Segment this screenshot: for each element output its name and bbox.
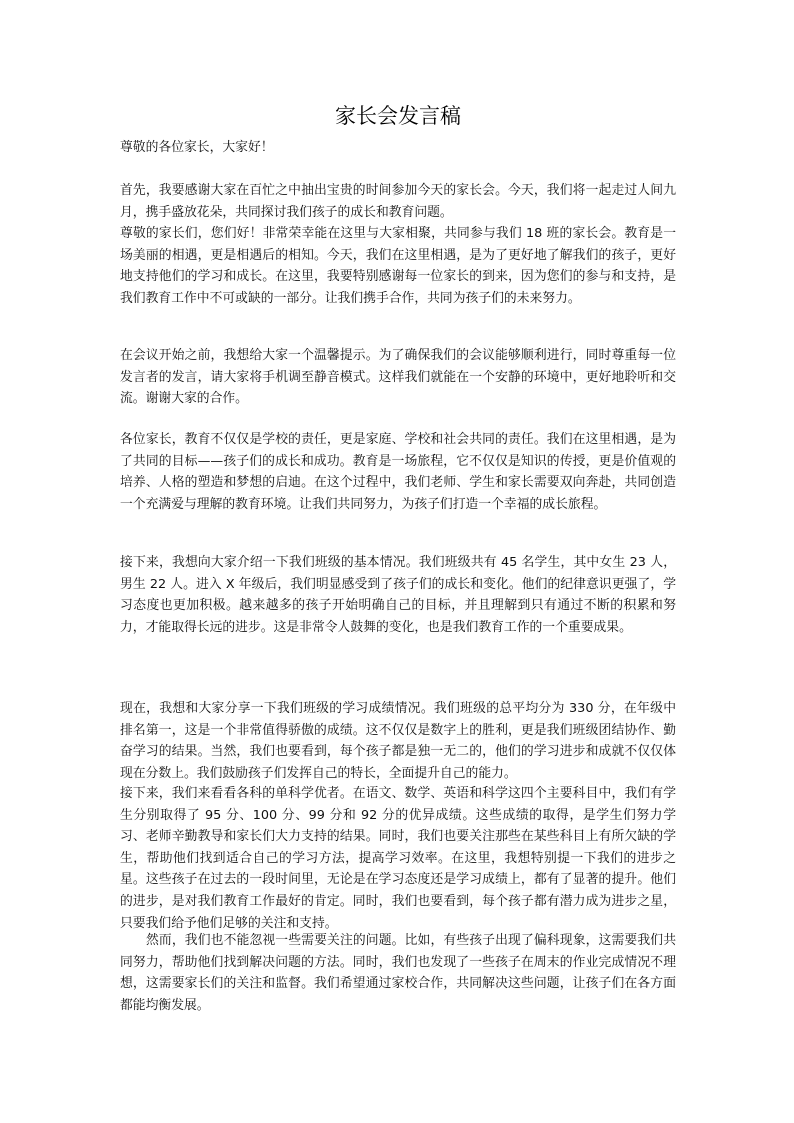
paragraph-welcome-class-18: 尊敬的家长们，您们好！非常荣幸能在这里与大家相聚，共同参与我们 18 班的家长会。教育是一场美丽的相遇，更是相遇后的相知。今天，我们在这里相遇，是为了更好地了解我们的孩子，更好地支持他们的学习和成长。在这里，我要特别感谢每一位家长的到来，因为您们的参与和支持，是我们教育工作中不可或缺的一部分。让我们携手合作，共同为孩子们的未来努力。 <box>120 226 676 306</box>
paragraph-shared-responsibility: 各位家长，教育不仅仅是学校的责任，更是家庭、学校和社会共同的责任。我们在这里相遇，是为了共同的目标——孩子们的成长和成功。教育是一场旅程，它不仅仅是知识的传授，更是价值观的培养、人格的塑造和梦想的启迪。在这个过程中，我们老师、学生和家长需要双向奔赴，共同创造一个充满爱与理解的教育环境。让我们共同努力，为孩子们打造一个幸福的成长旅程。 <box>120 432 676 512</box>
paragraph-class-overview: 接下来，我想向大家介绍一下我们班级的基本情况。我们班级共有 45 名学生，其中女生 23 人，男生 22 人。进入 X 年级后，我们明显感受到了孩子们的成长和变化。他们的纪律意识更强了，学习态度也更加积极。越来越多的孩子开始明确自己的目标，并且理解到只有通过不断的积累和努力，才能取得长远的进步。这是非常令人鼓舞的变化，也是我们教育工作的一个重要成果。 <box>120 555 676 635</box>
paragraph-meeting-reminder: 在会议开始之前，我想给大家一个温馨提示。为了确保我们的会议能够顺利进行，同时尊重每一位发言者的发言，请大家将手机调至静音模式。这样我们就能在一个安静的环境中，更好地聆听和交流。谢谢大家的合作。 <box>120 348 676 407</box>
document-title: 家长会发言稿 <box>335 104 461 128</box>
paragraph-issues-to-address: 然而，我们也不能忽视一些需要关注的问题。比如，有些孩子出现了偏科现象，这需要我们共同努力，帮助他们找到解决问题的方法。同时，我们也发现了一些孩子在周末的作业完成情况不理想，这需要家长们的关注和监督。我们希望通过家校合作，共同解决这些问题，让孩子们在各方面都能均衡发展。 <box>120 933 676 1013</box>
greeting-line: 尊敬的各位家长，大家好！ <box>120 140 274 155</box>
paragraph-opening-thanks: 首先，我要感谢大家在百忙之中抽出宝贵的时间参加今天的家长会。今天，我们将一起走过人间九月，携手盛放花朵，共同探讨我们孩子的成长和教育问题。 <box>120 183 676 220</box>
paragraph-academic-results: 现在，我想和大家分享一下我们班级的学习成绩情况。我们班级的总平均分为 330 分，在年级中排名第一，这是一个非常值得骄傲的成绩。这不仅仅是数字上的胜利，更是我们班级团结协作、勤奋学习的结果。当然，我们也要看到，每个孩子都是独一无二的，他们的学习进步和成就不仅仅体现在分数上。我们鼓励孩子们发挥自己的特长，全面提升自己的能力。 <box>120 701 676 781</box>
paragraph-subject-top-students: 接下来，我们来看看各科的单科学优者。在语文、数学、英语和科学这四个主要科目中，我们有学生分别取得了 95 分、100 分、99 分和 92 分的优异成绩。这些成绩的取得，是学生们努力学习、老师辛勤教导和家长们大力支持的结果。同时，我们也要关注那些在某些科目上有所欠缺的学生，帮助他们找到适合自己的学习方法，提高学习效率。在这里，我想特别提一下我们的进步之星。这些孩子在过去的一段时间里，无论是在学习态度还是学习成绩上，都有了显著的提升。他们的进步，是对我们教育工作最好的肯定。同时，我们也要看到，每个孩子都有潜力成为进步之星，只要我们给予他们足够的关注和支持。 <box>120 786 676 931</box>
